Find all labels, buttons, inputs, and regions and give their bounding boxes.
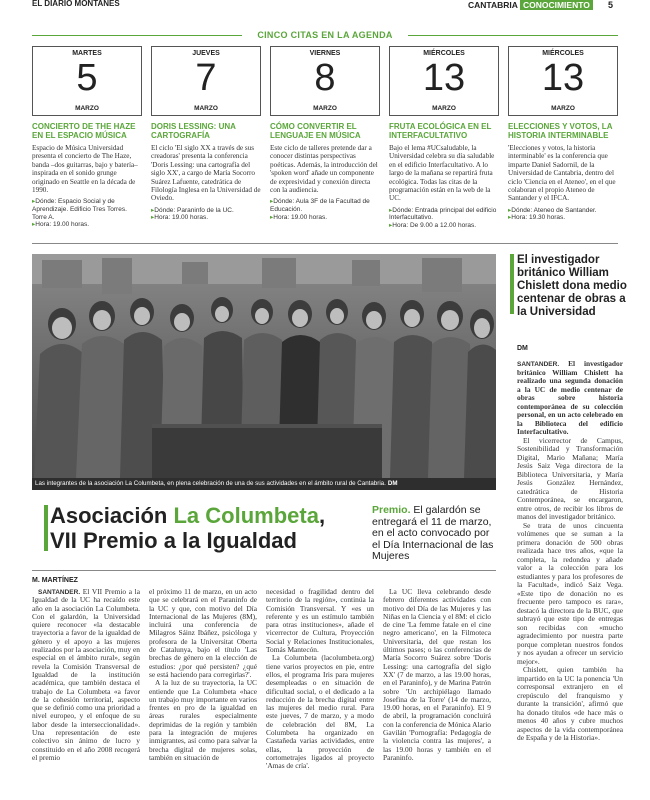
article-column: SANTANDER. El VII Premio a la Igualdad de la UC ha recaído este año en la asociación La Columbeta. Con el galardón, la Universidad quiere reconocer «la destacable trayectoria a favor de la igualdad de género y el apoyo a las mujeres realizados por la asociación, muy en especial en el ámbito rural», según revela la Comisión Transversal de Igualdad de la institución académica, que también destaca el trabajo de La Columbeta «a favor de la cohesión territorial, aspecto que se definió como una prioridad a nivel europeo, y el enfoque de su labor desde la interseccionalidad». Una representación de este colectivo sin ánimo de lucro y constituido en el año 2008 recogerá el premio <box>32 588 140 762</box>
day-number: 13 <box>541 57 585 99</box>
article-column: necesidad o fragilidad dentro del territorio de la región», continúa la Comisión Transversal. Y «es un referente y es un estímulo también para otras instituciones», añade el vicerrector de Cultura, Proyección Social y Relaciones Institucionales, Tomás Mantecón. La Columbeta (lacolumbeta.org) tiene varios proyectos en pie, entre ellos, el programa Iris para mujeres desempleadas o en situación de dificultad social, o el dedicado a la reducción de la brecha digital entre las mujeres del medio rural. Para este jueves, 7 de marzo, y a modo de celebración del 8M, La Columbeta ha organizado en Castañeda varias actividades, entre ellas, la proyección de cortometrajes ligados al proyecto 'Amas de cría'. <box>266 588 374 771</box>
month: MARZO <box>194 105 218 112</box>
agenda-event <box>508 46 618 222</box>
day-number: 5 <box>76 57 98 99</box>
photo-caption: Las integrantes de la asociación La Columbeta, en plena celebración de una de sus actividades en el ámbito rural de Cantabria. DM <box>32 478 496 490</box>
event-description: 'Elecciones y votos, la historia interminable' es la conferencia que imparte Daniel Sadornil, de la Universidad de Cantabria, dentro del ciclo 'Ciencia en el Ateneo', en el que colaboran el propio Ateneo de Santander y el IFCA. <box>508 144 616 203</box>
agenda-title: CINCO CITAS EN LA AGENDA <box>32 30 618 42</box>
event-location: ▸Dónde: Espacio Social y de Aprendizaje. Edificio Tres Torres. Torre A. <box>32 198 127 221</box>
event-description: El ciclo 'El siglo XX a través de sus creadoras' presenta la conferencia 'Doris Lessing: una cartografía del siglo XX', a cargo de María Socorro Suárez Lafuente, catedrática de Filología Inglesa en la Universidad de Oviedo. <box>151 144 261 203</box>
accent-bar <box>44 505 48 551</box>
article-column: el próximo 11 de marzo, en un acto que se celebrará en el Paraninfo de la UC y que, con motivo del Día Internacional de las Mujeres (8M), incluirá una conferencia de Milagros Sáinz Ibáñez, psicóloga y profesora de la Universitat Oberta de Catalunya, bajo el título 'Las brechas de género en la elección de estudios: ¿por qué persisten? ¿qué se está haciendo para corregirlas?'. A la luz de su trayectoria, la UC entiende que La Columbeta «hace un trabajo muy importante en varios frentes en pro de la igualdad en áreas rurales especialmente deprimidas de la región y también para la integración de mujeres inmigrantes, así como para salvar la brecha digital de mujeres solas, también en situación de <box>149 588 257 762</box>
weekday: JUEVES <box>192 50 220 57</box>
event-title: CÓMO CONVERTIR EL LENGUAJE EN MÚSICA <box>270 122 361 140</box>
date-box <box>508 46 618 116</box>
agenda-event <box>32 46 142 229</box>
event-title: ELECCIONES Y VOTOS, LA HISTORIA INTERMINABLE <box>508 122 613 140</box>
article-subhead: Premio. El galardón se entregará el 11 de marzo, en el acto convocado por el Día Internacional de las Mujeres <box>372 504 494 562</box>
sidebar-article: SANTANDER. El investigador británico William Chislett ha realizado una segunda donación a la UC de medio centenar de obras sobre historia contemporánea de su colección personal, en un acto celebrado en la Biblioteca del edificio Interfacultativo. El vicerrector de Campus, Sostenibilidad y Transformación Digital, Mario Mañana; María Jesús Saiz Vega directora de la Biblioteca Universitaria, y María Jesús González Hernández, catedrática de Historia Contemporánea, se encargaron, entre otros, de recibir los libros de manos del investigador británico. Se trata de unos cincuenta volúmenes que se suman a la primera donación de 500 obras realizada hace tres años, «que la completa, la redondea y añade valor a la colección para los estudiantes y para los profesores de la Facultad», indicó Saiz Vega. «Este tipo de donación no es frecuente pero tampoco es rara», destacó la directora de la BUC, que subrayó que este tipo de entregas son recibidas con «mucho agradecimiento por nuestra parte porque completan nuestros fondos y nos ayudan a ofrecer un servicio mejor». Chislett, quien también ha impartido en la UC la ponencia 'Un corresponsal extranjero en el crepúsculo del franquismo y durante la transición', afirmó que ha donado títulos «de hace más o menos 40 años y cubre muchos aspectos de la vida contemporánea de España y de la Historia». <box>517 360 623 742</box>
event-time: ▸Hora: De 9.00 a 12.00 horas. <box>389 222 477 230</box>
agenda-event <box>151 46 261 222</box>
event-title: CONCIERTO DE THE HAZE EN EL ESPACIO MÚSICA <box>32 122 136 140</box>
article-column: La UC lleva celebrando desde febrero diferentes actividades con motivo del Día de las Mujeres y las Niñas en la Ciencia y el 8M: el ciclo de cine 'La femme fatale en el cine negro americano', en la Filmoteca Universitaria, del que restan los últimos pases; o las conferencias de María Socorro Suárez sobre 'Doris Lessing: una cartografía del siglo XX' (7 de marzo, a las 19.00 horas, en el Paraninfo), y de Marina Patrón sobre 'Un archipiélago llamado Josefina de la Torre' (14 de marzo, 19.00 horas, en el Paraninfo). El 9 de abril, la programación concluirá con la conferencia de Mónica Alario Gavilán 'Pornografía: Pedagogía de la violencia contra las mujeres', a las 19.00 horas y también en el Paraninfo. <box>383 588 491 762</box>
event-description: Espacio de Música Universidad presenta el concierto de The Haze, banda –dos guitarras, bajo y batería– inspirada en el sonido grunge originado en Seattle en la década de 1990. <box>32 144 138 195</box>
day-number: 7 <box>195 57 217 99</box>
date-box <box>389 46 499 116</box>
month: MARZO <box>75 105 99 112</box>
month: MARZO <box>432 105 456 112</box>
date-box <box>270 46 380 116</box>
weekday: MARTES <box>72 50 102 57</box>
photo-credit: DM <box>387 480 398 487</box>
event-time: ▸Hora: 19.00 horas. <box>32 221 90 229</box>
divider <box>32 570 496 571</box>
agenda-event <box>389 46 499 230</box>
masthead: EL DIARIO MONTAÑÉS <box>32 0 120 8</box>
month: MARZO <box>551 105 575 112</box>
accent-bar <box>510 254 514 314</box>
event-time: ▸Hora: 19.30 horas. <box>508 214 566 222</box>
event-time: ▸Hora: 19.00 horas. <box>151 214 209 222</box>
sidebar-credit: DM <box>517 345 528 352</box>
sidebar-headline: El investigador británico William Chislett dona medio centenar de obras a la Universidad <box>517 254 627 318</box>
day-number: 13 <box>422 57 466 99</box>
divider <box>32 243 618 244</box>
agenda-event <box>270 46 380 221</box>
page-header <box>0 0 650 12</box>
byline: M. MARTÍNEZ <box>32 577 78 584</box>
date-box <box>32 46 142 116</box>
day-number: 8 <box>314 57 336 99</box>
weekday: MIÉRCOLES <box>542 50 584 57</box>
section-name: CANTABRIA <box>468 0 518 10</box>
event-location: ▸Dónde: Entrada principal del edificio Interfacultativo. <box>389 206 497 222</box>
event-description: Este ciclo de talleres pretende dar a conocer distintas perspectivas poéticas. Además, la introducción del 'spoken word' añade un componente de expresividad y conexión directa con la audiencia. <box>270 144 378 195</box>
event-time: ▸Hora: 19.00 horas. <box>270 213 328 221</box>
event-title: DORIS LESSING: UNA CARTOGRAFÍA <box>151 122 236 140</box>
event-description: Bajo el lema #UCsaludable, la Universidad celebra su día saludable en el edificio Interfacultativo. A lo largo de la mañana se repartirá fruta ecológica. Todas las citas de la programación están en la web de la UC. <box>389 144 495 203</box>
section-label <box>468 0 598 9</box>
page-number: 5 <box>608 0 614 10</box>
date-box <box>151 46 261 116</box>
group-photo <box>32 254 496 478</box>
article-headline: Asociación La Columbeta, VII Premio a la Igualdad <box>50 503 350 553</box>
section-tag: CONOCIMIENTO <box>520 0 593 10</box>
event-location: ▸Dónde: Paraninfo de la UC. <box>151 206 234 214</box>
weekday: MIÉRCOLES <box>423 50 465 57</box>
month: MARZO <box>313 105 337 112</box>
event-location: ▸Dónde: Ateneo de Santander. <box>508 206 597 214</box>
event-location: ▸Dónde: Aula 3F de la Facultad de Educación. <box>270 198 370 214</box>
weekday: VIERNES <box>309 50 341 57</box>
event-title: FRUTA ECOLÓGICA EN EL INTERFACULTATIVO <box>389 122 492 140</box>
